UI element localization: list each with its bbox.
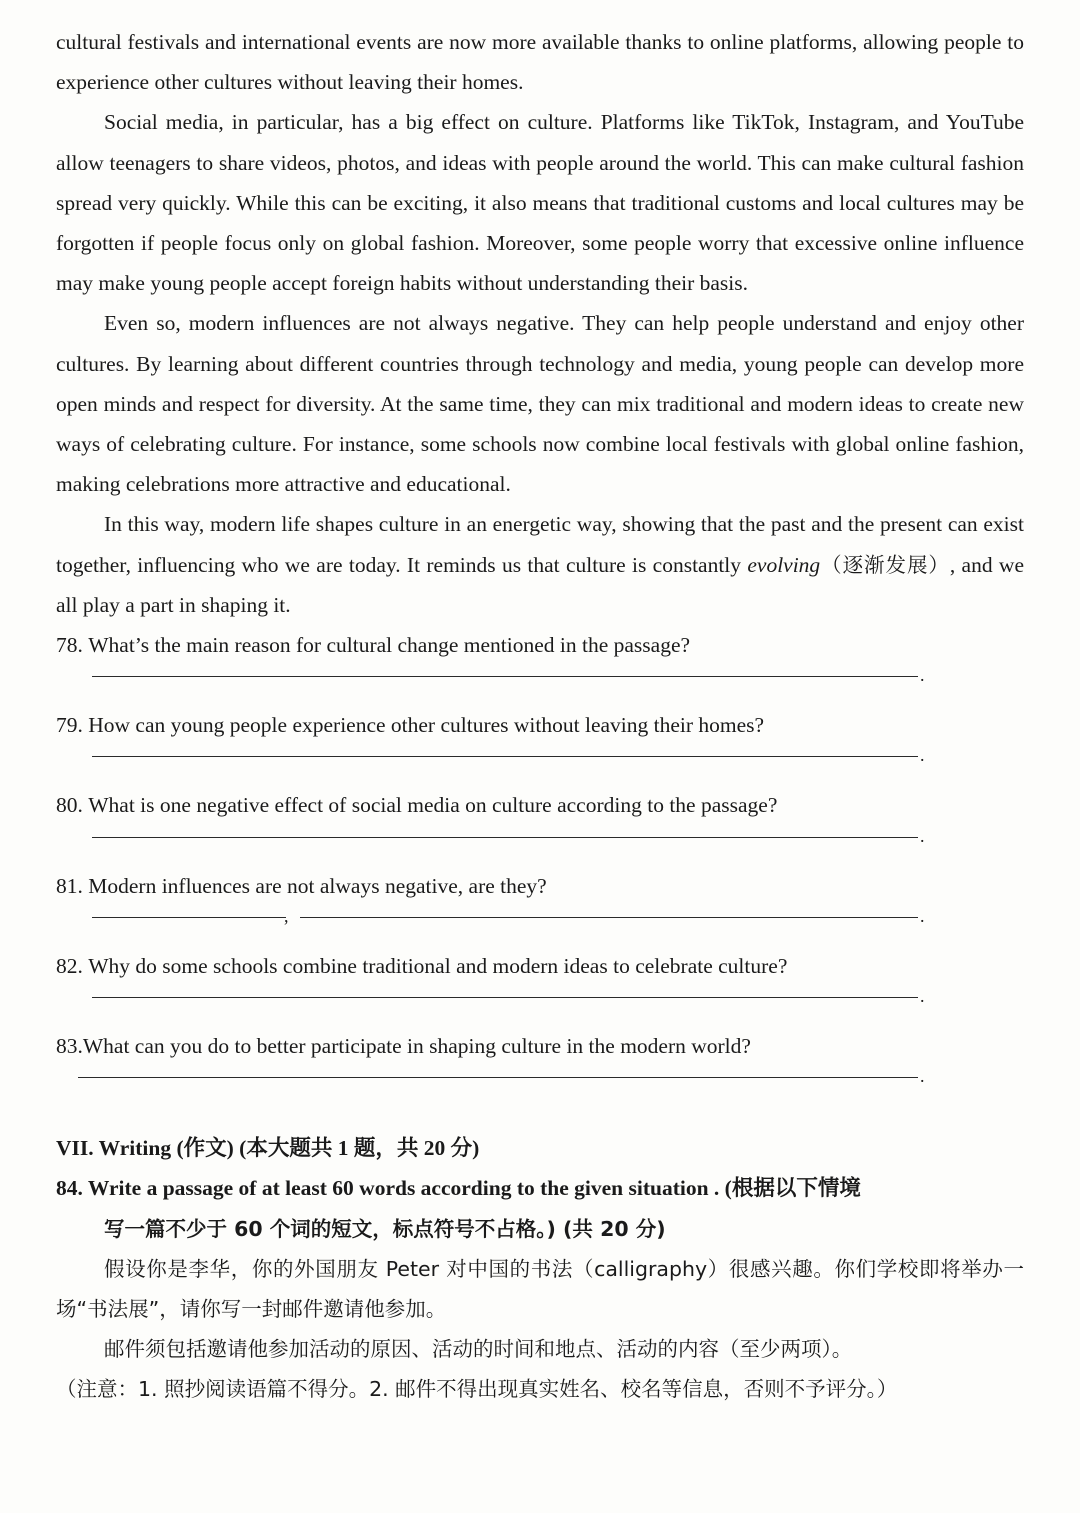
answer-underline-short	[92, 917, 286, 918]
period-mark: .	[920, 986, 925, 1007]
question-number: 82.	[56, 953, 83, 978]
question-number: 83.	[56, 1034, 83, 1059]
period-mark: .	[920, 825, 925, 846]
question-number: 80.	[56, 793, 83, 818]
question-number: 78.	[56, 633, 83, 658]
question-text: What can you do to better participate in shaping culture in the modern world?	[82, 1034, 751, 1059]
answer-underline	[92, 837, 918, 838]
question-83	[56, 1026, 1024, 1066]
period-mark: .	[920, 1066, 925, 1087]
question-80	[56, 785, 1024, 825]
evolving-gloss: （逐渐发展）	[820, 552, 950, 577]
answer-underline-long	[300, 917, 918, 918]
period-mark: .	[920, 745, 925, 766]
question-number: 79.	[56, 713, 83, 738]
exam-page	[56, 22, 1024, 1410]
period-mark: .	[920, 665, 925, 686]
question-78	[56, 625, 1024, 665]
evolving-word: evolving	[747, 552, 821, 577]
question-number: 81.	[56, 873, 83, 898]
question-79	[56, 705, 1024, 745]
question-text: Why do some schools combine traditional and modern ideas to celebrate culture?	[88, 953, 788, 978]
passage-paragraph-continued: cultural festivals and international events are now more available thanks to online platforms, allowing people to experience other cultures without leaving their homes.	[56, 30, 1024, 95]
question-text: Modern influences are not always negative, are they?	[88, 873, 547, 898]
writing-requirement: 邮件须包括邀请他参加活动的原因、活动的时间和地点、活动的内容（至少两项）。	[104, 1337, 853, 1362]
answer-underline	[92, 756, 918, 757]
writing-section-heading: VII. Writing (作文) (本大题共 1 题，共 20 分)	[56, 1136, 480, 1161]
answer-line-83[interactable]	[56, 1066, 1024, 1106]
answer-line-81[interactable]	[56, 906, 1024, 946]
question-84-prompt: 84. Write a passage of at least 60 words according to the given situation . (根据以下情境	[56, 1176, 861, 1201]
answer-line-82[interactable]	[56, 986, 1024, 1026]
answer-line-78[interactable]	[56, 665, 1024, 705]
answer-underline	[92, 997, 918, 998]
answer-underline	[78, 1077, 918, 1078]
period-mark: .	[920, 905, 925, 926]
passage-paragraph-social-media: Social media, in particular, has a big effect on culture. Platforms like TikTok, Instagram, and YouTube allow teenagers to share videos, photos, and ideas with people around the world. This can make cultural fashion spread very quickly. While this can be exciting, it also means that traditional customs and local cultures may be forgotten if people focus only on global fashion. Moreover, some people worry that excessive online influence may make young people accept foreign habits without understanding their basis.	[56, 110, 1024, 296]
question-text: What’s the main reason for cultural change mentioned in the passage?	[88, 633, 691, 658]
answer-line-79[interactable]	[56, 745, 1024, 785]
writing-note: （注意：1. 照抄阅读语篇不得分。2. 邮件不得出现真实姓名、校名等信息，否则不予评分。）	[56, 1377, 898, 1402]
conclusion-text-a: In this way, modern life shapes culture in an energetic way, showing that the past and the present can exist together, influencing who we are today. It reminds us that culture is constantly	[56, 512, 1024, 577]
answer-underline	[92, 676, 918, 677]
question-text: What is one negative effect of social media on culture according to the passage?	[88, 793, 778, 818]
answer-line-80[interactable]	[56, 826, 1024, 866]
question-82	[56, 946, 1024, 986]
writing-situation: 假设你是李华，你的外国朋友 Peter 对中国的书法（calligraphy）很感兴趣。你们学校即将举办一场“书法展”，请你写一封邮件邀请他参加。	[56, 1256, 1024, 1322]
comma-mark: ,	[284, 905, 289, 926]
passage-paragraph-conclusion	[56, 504, 1024, 625]
passage-paragraph-modern-influences: Even so, modern influences are not always negative. They can help people understand and enjoy other cultures. By learning about different countries through technology and media, young people can develop more open minds and respect for diversity. At the same time, they can mix traditional and modern ideas to create new ways of celebrating culture. For instance, some schools now combine local festivals with global online fashion, making celebrations more attractive and educational.	[56, 311, 1024, 497]
question-text: How can young people experience other cultures without leaving their homes?	[88, 713, 765, 738]
question-84-prompt-cont: 写一篇不少于 60 个词的短文，标点符号不占格。) (共 20 分)	[104, 1216, 666, 1241]
question-81	[56, 866, 1024, 906]
conclusion-text-b: , and we all play a part in shaping it.	[56, 552, 1024, 617]
